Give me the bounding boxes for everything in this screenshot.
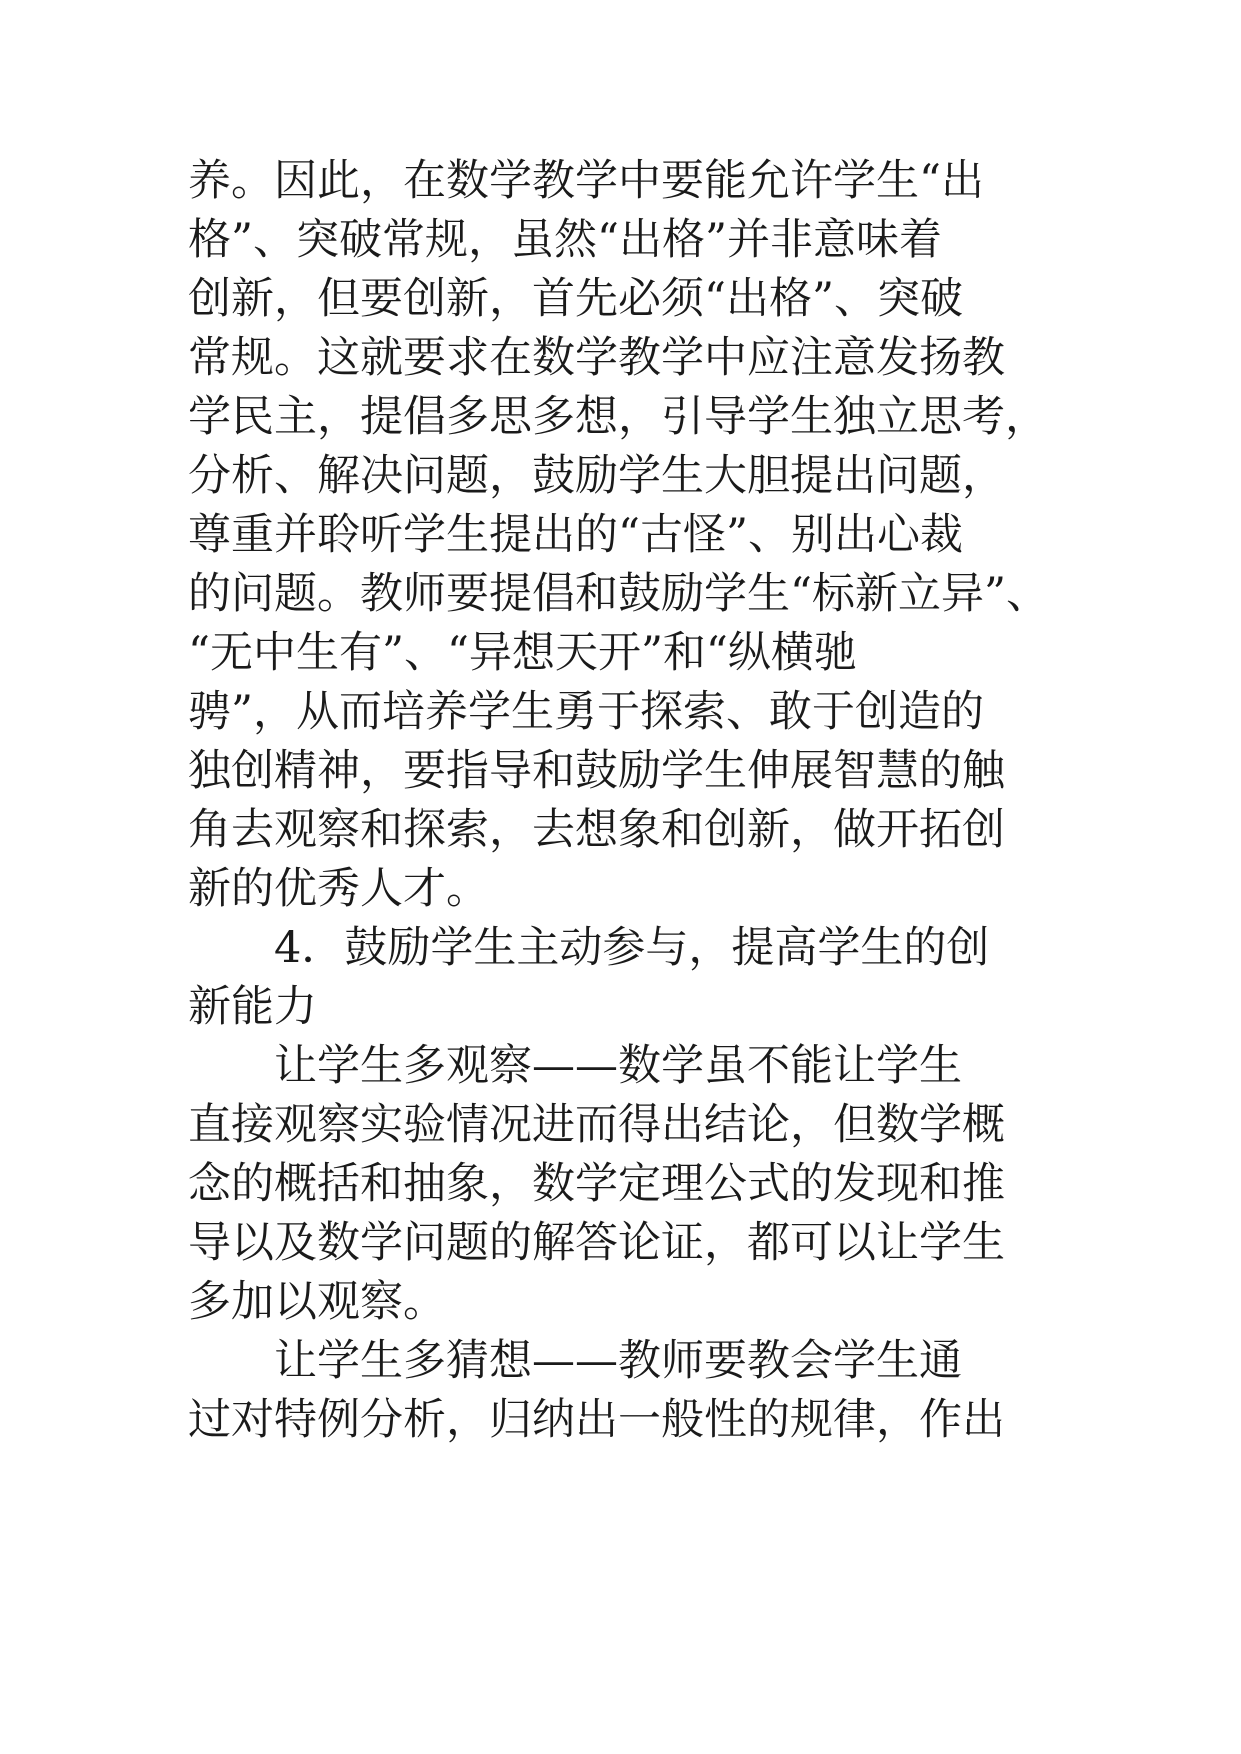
text-line: 念的概括和抽象，数学定理公式的发现和推 bbox=[188, 1159, 1005, 1209]
text-line: 分析、解决问题，鼓励学生大胆提出问题， bbox=[188, 451, 1005, 501]
text-line: 的问题。教师要提倡和鼓励学生“标新立异”、 bbox=[188, 569, 1049, 619]
text-line: 角去观察和探索，去想象和创新，做开拓创 bbox=[188, 805, 1005, 855]
text-line: 多加以观察。 bbox=[188, 1277, 446, 1327]
text-line: 直接观察实验情况进而得出结论，但数学概 bbox=[188, 1100, 1005, 1150]
text-line: 养。因此，在数学教学中要能允许学生“出 bbox=[188, 156, 984, 206]
text-line: 骋”，从而培养学生勇于探索、敢于创造的 bbox=[188, 687, 984, 737]
text-line: 独创精神，要指导和鼓励学生伸展智慧的触 bbox=[188, 746, 1005, 796]
text-line: 尊重并聆听学生提出的“古怪”、别出心裁 bbox=[188, 510, 963, 560]
text-line: 创新，但要创新，首先必须“出格”、突破 bbox=[188, 274, 963, 324]
text-line: “无中生有”、“异想天开”和“纵横驰 bbox=[188, 628, 857, 678]
text-line: 学民主，提倡多思多想，引导学生独立思考， bbox=[188, 392, 1048, 442]
text-line: 常规。这就要求在数学教学中应注意发扬教 bbox=[188, 333, 1005, 383]
text-line: 格”、突破常规，虽然“出格”并非意味着 bbox=[188, 215, 942, 265]
text-line: 新能力 bbox=[188, 982, 317, 1032]
text-line: 导以及数学问题的解答论证，都可以让学生 bbox=[188, 1218, 1005, 1268]
body-text bbox=[188, 152, 1088, 1450]
paragraph-start: 让学生多观察——数学虽不能让学生 bbox=[274, 1041, 962, 1091]
paragraph-start: 让学生多猜想——教师要教会学生通 bbox=[274, 1336, 962, 1386]
section-heading: 4．鼓励学生主动参与，提高学生的创 bbox=[274, 923, 990, 973]
text-line: 过对特例分析，归纳出一般性的规律，作出 bbox=[188, 1395, 1005, 1445]
text-line: 新的优秀人才。 bbox=[188, 864, 489, 914]
